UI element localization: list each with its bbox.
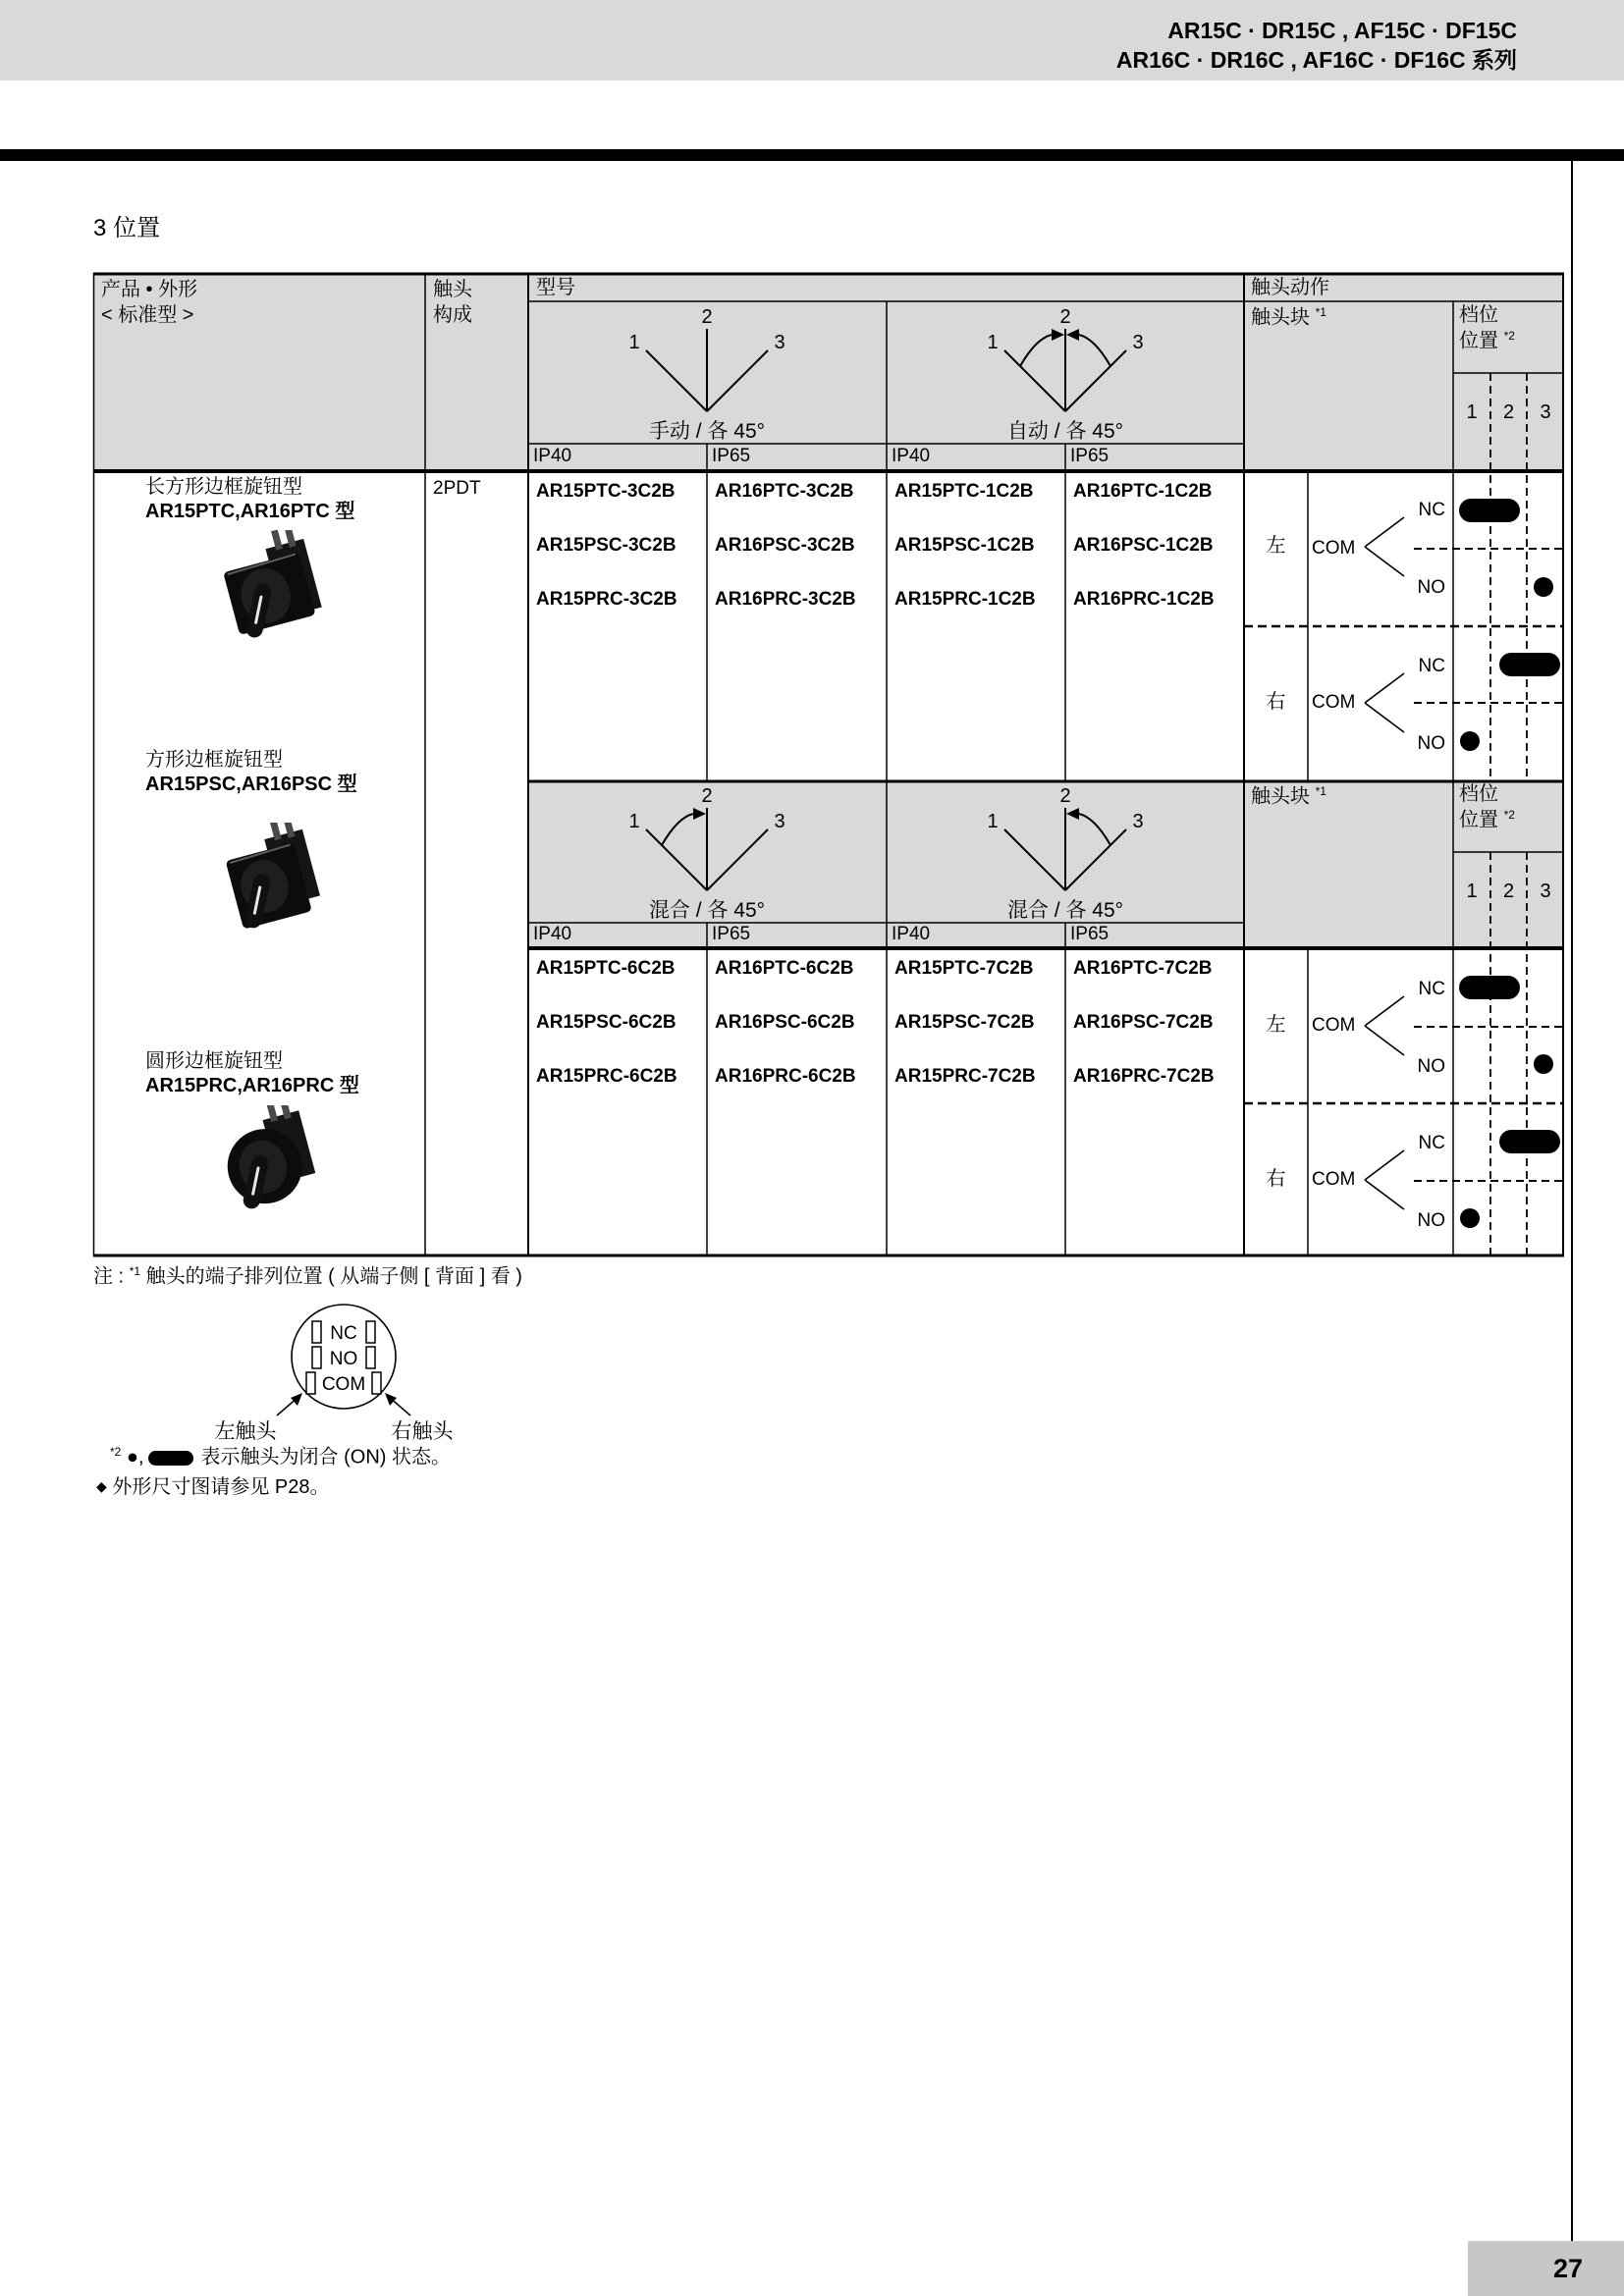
arrow-right-icon — [1052, 329, 1064, 341]
pos-num-2: 2 — [1059, 306, 1071, 328]
spring-arc-left — [662, 814, 693, 845]
knob-illustration — [214, 1105, 320, 1212]
product-type-3: 圆形边框旋钮型 — [145, 1050, 283, 1072]
pos-label: 位置 — [1459, 330, 1498, 352]
contact-on-pill — [1499, 653, 1560, 676]
pos-num-3: 3 — [774, 332, 785, 353]
pos-col-1-s2: 1 — [1466, 881, 1478, 902]
section-title: 3 位置 — [93, 215, 161, 241]
model-number: AR16PRC-6C2B — [715, 1066, 856, 1087]
side-label-right: 右 — [1266, 1168, 1286, 1190]
pos-num-3: 3 — [1132, 811, 1144, 832]
arrow-left-icon — [1066, 329, 1079, 341]
model-number: AR15PTC-1C2B — [894, 481, 1034, 502]
fork-line-nc — [1365, 673, 1404, 703]
pos-num-1: 1 — [628, 811, 640, 832]
pos-num-1: 1 — [987, 332, 999, 353]
side-label-left: 左 — [1266, 535, 1286, 557]
fork-line-no — [1365, 547, 1404, 576]
model-number: AR15PRC-6C2B — [536, 1066, 677, 1087]
pos-num-2: 2 — [1059, 785, 1071, 807]
header-contact-block-1 — [1251, 305, 1326, 330]
note-prefix: 注 : — [93, 1265, 125, 1288]
model-number: AR15PRC-7C2B — [894, 1066, 1036, 1087]
model-number: AR15PRC-3C2B — [536, 589, 677, 610]
arrow-right-icon — [693, 808, 706, 820]
col-header-contact-1: 触头 — [433, 279, 472, 300]
contact-fork — [1359, 626, 1453, 780]
col-header-product-sub: < 标准型 > — [101, 304, 194, 326]
com-label: COM — [1312, 1169, 1356, 1190]
terminal-left-label: 左触头 — [214, 1420, 277, 1443]
ref1-sup: *1 — [1315, 305, 1326, 319]
note2-text: 表示触头为闭合 (ON) 状态。 — [200, 1446, 451, 1468]
ref2-sup: *2 — [1503, 808, 1515, 822]
arrow-left-icon — [1066, 808, 1079, 820]
page-number: 27 — [1552, 2254, 1583, 2283]
pos-col-2-s2: 2 — [1502, 881, 1515, 902]
ip-label: IP40 — [892, 924, 931, 944]
contact-on-pill — [1499, 1130, 1560, 1153]
fork-line-no — [1365, 703, 1404, 732]
knob-illustration — [219, 823, 324, 930]
ref1-sup: *1 — [129, 1264, 141, 1278]
selector-diagram-auto — [887, 301, 1244, 444]
col-header-action: 触头动作 — [1251, 277, 1329, 298]
pos-num-3: 3 — [774, 811, 785, 832]
model-number: AR15PSC-1C2B — [894, 535, 1035, 556]
nc-label: NC — [1418, 979, 1445, 999]
contact-fork — [1359, 949, 1453, 1103]
contact-on-pill — [1459, 976, 1520, 999]
knob-illustration — [218, 530, 323, 635]
fork-line-no — [1365, 1026, 1404, 1055]
arrow-up-right-icon — [291, 1393, 302, 1406]
contact-fork — [1359, 470, 1453, 624]
series-header-line2: AR16C · DR16C , AF16C · DF16C 系列 — [1115, 47, 1517, 73]
contact-on-dot — [1460, 731, 1480, 751]
diagram-caption: 自动 / 各 45° — [1006, 420, 1124, 443]
ip-label: IP40 — [533, 446, 572, 466]
nc-label: NC — [1418, 500, 1445, 520]
terminal-arrangement-diagram — [226, 1298, 461, 1421]
note1-text: 触头的端子排列位置 ( 从端子侧 [ 背面 ] 看 ) — [145, 1265, 522, 1288]
model-number: AR16PRC-1C2B — [1073, 589, 1215, 610]
ip-label: IP65 — [712, 446, 751, 466]
model-number: AR15PSC-3C2B — [536, 535, 677, 556]
ref2-sup: *2 — [1503, 329, 1515, 343]
pos-num-3: 3 — [1132, 332, 1144, 353]
no-label: NO — [1417, 577, 1445, 598]
terminal-no-label: NO — [329, 1349, 358, 1369]
terminal-right-label: 右触头 — [391, 1420, 454, 1443]
side-label-left: 左 — [1266, 1014, 1286, 1036]
side-label-right: 右 — [1266, 691, 1286, 713]
selector-lines — [646, 808, 768, 890]
contact-on-pill — [1459, 499, 1520, 522]
note3-text: 外形尺寸图请参见 P28。 — [112, 1476, 330, 1498]
model-number: AR15PRC-1C2B — [894, 589, 1036, 610]
model-number: AR15PTC-3C2B — [536, 481, 676, 502]
ref1-sup: *1 — [1315, 784, 1326, 798]
model-number: AR16PTC-6C2B — [715, 958, 854, 979]
product-models-1: AR15PTC,AR16PTC 型 — [145, 501, 355, 522]
footnote-3 — [96, 1475, 330, 1499]
pos-num-2: 2 — [701, 785, 713, 807]
no-label: NO — [1417, 733, 1445, 754]
diamond-bullet-icon: ◆ — [96, 1478, 107, 1494]
fork-line-nc — [1365, 996, 1404, 1026]
header-gear-pos-b-1 — [1459, 329, 1515, 353]
no-label: NO — [1417, 1210, 1445, 1231]
terminal-nc-label: NC — [330, 1323, 357, 1344]
model-number: AR15PTC-7C2B — [894, 958, 1034, 979]
product-type-2: 方形边框旋钮型 — [145, 749, 283, 771]
ref2-sup: *2 — [110, 1445, 122, 1459]
pos-col-2-s1: 2 — [1502, 401, 1515, 423]
selector-diagram-mixed-right — [887, 780, 1244, 923]
divider-bar — [0, 149, 1624, 161]
diagram-caption: 混合 / 各 45° — [1006, 899, 1124, 922]
model-number: AR16PSC-7C2B — [1073, 1012, 1214, 1033]
series-header-line1: AR15C · DR15C , AF15C · DF15C — [1167, 18, 1517, 43]
header-gear-pos-b-2 — [1459, 808, 1515, 832]
selector-lines — [646, 329, 768, 411]
nc-label: NC — [1418, 656, 1445, 676]
contact-on-dot — [1534, 1054, 1553, 1074]
com-label: COM — [1312, 538, 1356, 559]
product-models-2: AR15PSC,AR16PSC 型 — [145, 774, 357, 795]
arrow-up-left-icon — [385, 1393, 397, 1406]
header-gear-pos-a-1: 档位 — [1459, 304, 1498, 326]
page-number-box — [1468, 2241, 1624, 2296]
fork-line-nc — [1365, 517, 1404, 547]
ip-label: IP40 — [533, 924, 572, 944]
model-number: AR16PTC-7C2B — [1073, 958, 1213, 979]
ip-label: IP65 — [712, 924, 751, 944]
com-label: COM — [1312, 1015, 1356, 1036]
contact-on-dot — [1460, 1208, 1480, 1228]
pos-num-1: 1 — [987, 811, 999, 832]
contact-on-dot — [1534, 577, 1553, 597]
model-number: AR15PSC-6C2B — [536, 1012, 677, 1033]
model-number: AR16PSC-3C2B — [715, 535, 855, 556]
pos-num-1: 1 — [628, 332, 640, 353]
contact-block-label: 触头块 — [1251, 306, 1310, 329]
product-models-3: AR15PRC,AR16PRC 型 — [145, 1075, 359, 1096]
footnote-2 — [110, 1445, 451, 1469]
col-header-product: 产品 • 外形 — [101, 279, 198, 300]
model-number: AR16PRC-7C2B — [1073, 1066, 1215, 1087]
model-number: AR15PSC-7C2B — [894, 1012, 1035, 1033]
product-photo-rect-knob — [218, 530, 336, 663]
model-number: AR15PTC-6C2B — [536, 958, 676, 979]
pos-num-2: 2 — [701, 306, 713, 328]
header-contact-block-2 — [1251, 784, 1326, 809]
product-photo-square-knob — [216, 823, 334, 950]
series-header — [1116, 16, 1517, 75]
col-header-contact-2: 构成 — [433, 304, 472, 326]
selector-lines — [1004, 329, 1126, 411]
com-label: COM — [1312, 692, 1356, 713]
diagram-caption: 手动 / 各 45° — [648, 420, 766, 443]
model-number: AR16PSC-1C2B — [1073, 535, 1214, 556]
header-gear-pos-a-2: 档位 — [1459, 783, 1498, 805]
contact-config: 2PDT — [433, 478, 481, 499]
footnote-1 — [93, 1264, 522, 1289]
terminal-com-label: COM — [321, 1374, 366, 1395]
spring-arc-right — [1079, 335, 1110, 366]
selector-diagram-mixed-left — [528, 780, 887, 923]
pos-label: 位置 — [1459, 809, 1498, 831]
nc-label: NC — [1418, 1133, 1445, 1153]
pos-col-3-s1: 3 — [1540, 401, 1551, 423]
pill-glyph — [148, 1451, 193, 1466]
ip-label: IP40 — [892, 446, 931, 466]
pos-col-3-s2: 3 — [1540, 881, 1551, 902]
ip-label: IP65 — [1070, 924, 1110, 944]
fork-line-nc — [1365, 1150, 1404, 1180]
ip-label: IP65 — [1070, 446, 1110, 466]
pos-col-1-s1: 1 — [1466, 401, 1478, 423]
col-header-model: 型号 — [536, 277, 575, 298]
model-number: AR16PTC-3C2B — [715, 481, 854, 502]
product-photo-round-knob — [214, 1105, 332, 1228]
model-number: AR16PRC-3C2B — [715, 589, 856, 610]
diagram-caption: 混合 / 各 45° — [648, 899, 766, 922]
spring-arc-right — [1079, 814, 1110, 845]
fork-line-no — [1365, 1180, 1404, 1209]
selector-lines — [1004, 808, 1126, 890]
selector-diagram-manual — [528, 301, 887, 444]
spring-arc-left — [1020, 335, 1052, 366]
product-type-1: 长方形边框旋钮型 — [145, 476, 302, 498]
dot-glyph: ●, — [126, 1446, 144, 1468]
contact-fork — [1359, 1103, 1453, 1257]
model-number: AR16PTC-1C2B — [1073, 481, 1213, 502]
no-label: NO — [1417, 1056, 1445, 1077]
model-number: AR16PSC-6C2B — [715, 1012, 855, 1033]
contact-block-label: 触头块 — [1251, 785, 1310, 808]
